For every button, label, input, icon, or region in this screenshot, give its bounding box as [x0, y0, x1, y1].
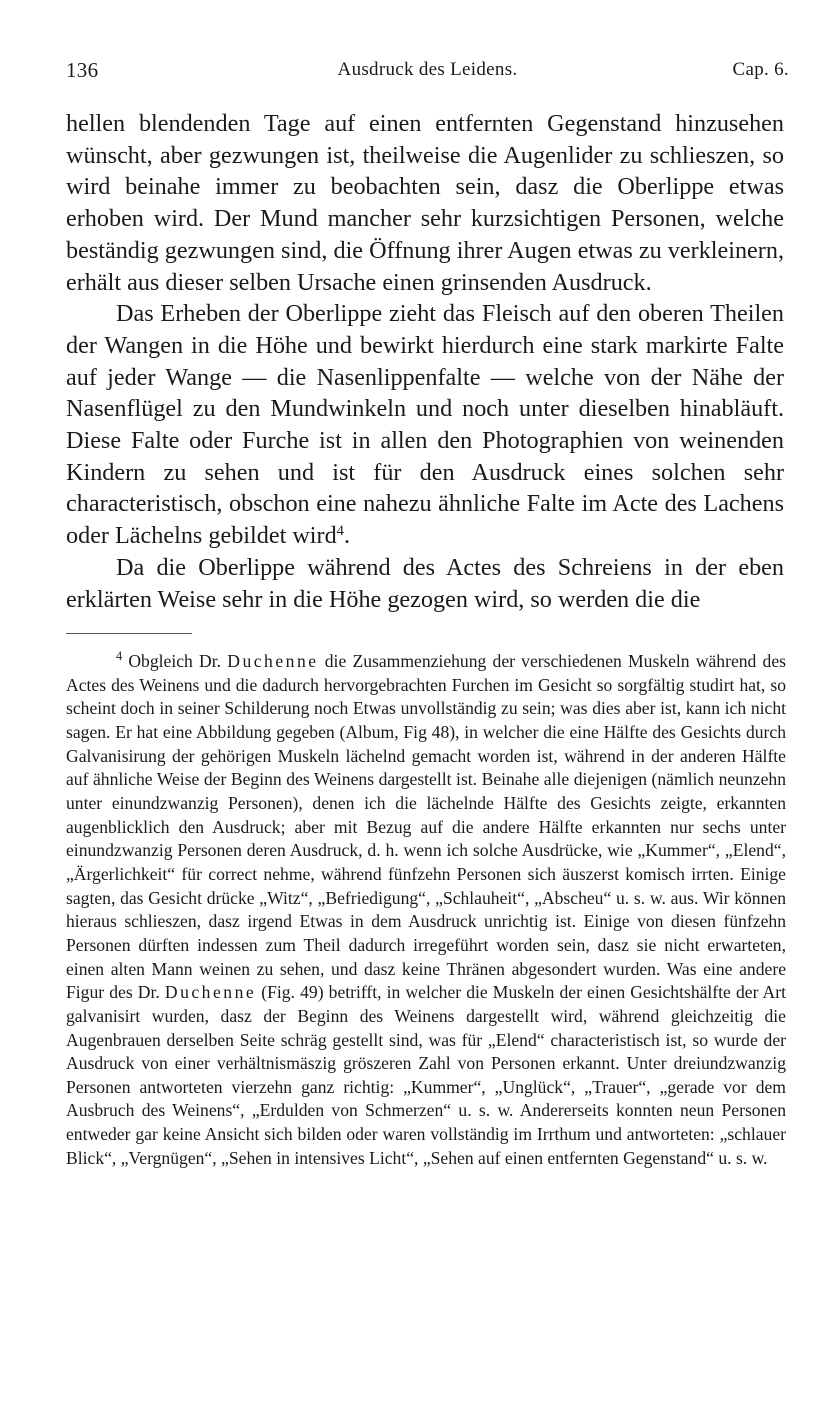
footnote-text-1: Obgleich Dr. — [122, 651, 228, 671]
chapter-label: Cap. 6. — [732, 59, 789, 80]
footnote-text-2: die Zusammenziehung der verschiedenen Muskeln während des Actes des Weinens und die dadurch hervorgebrachten Furchen im Gesicht so sorgfältig studirt hat, so scheint doch in seiner Schilderung noch Etwas unvollständig zu sein; was dies aber ist, kann ich nicht sagen. Er hat eine Abbildung gegeben (Album, Fig 48), in welcher die eine Hälfte des Gesichts durch Galvanisirung der gehörigen Muskeln lächelnd gemacht worden ist, während in der anderen Hälfte auf ähnliche Weise der Beginn des Weinens dargestellt ist. Beinahe alle diejenigen (nämlich neunzehn unter einundzwanzig Personen), denen ich die lächelnde Hälfte des Gesichts zeigte, erkannten augenblicklich den Ausdruck; aber mit Bezug auf die andere Hälfte erkannten nur sechs unter einundzwanzig Personen deren Ausdruck, d. h. wenn ich solche Ausdrücke, wie „Kummer“, „Elend“, „Ärgerlichkeit“ für correct nehme, während fünfzehn Personen sich äuszerst komisch irrten. Einige sagten, das Gesicht drücke „Witz“, „Befriedigung“, „Schlauheit“, „Abscheu“ u. s. w. aus. Wir können hieraus schlieszen, dasz irgend Etwas in dem Ausdruck unrichtig ist. Einige von diesen fünfzehn Personen dürften indessen zum Theil dadurch irregeführt worden sein, dasz sie nicht erwarteten, einen alten Mann weinen zu sehen, und dasz keine Thränen abgesondert wurden. Was eine andere Figur des Dr. — [66, 651, 786, 1003]
page-number: 136 — [66, 58, 99, 82]
footnote-4 — [66, 650, 786, 1170]
footnote-separator — [66, 633, 192, 634]
footnote-area — [66, 650, 786, 1170]
paragraph-text: Das Erheben der Oberlippe zieht das Fleisch auf den oberen Theilen der Wangen in die Höhe und bewirkt hierdurch eine stark markirte Falte auf jeder Wange — die Nasenlippenfalte — welche von der Nähe der Nasenflügel zu den Mundwinkeln und noch unter dieselben hinabläuft. Diese Falte oder Furche ist in allen den Photographien von weinenden Kindern zu sehen und ist für den Ausdruck eines solchen sehr characteristisch, obschon eine nahezu ähnliche Falte im Acte des Lachens oder Lächelns gebildet wird — [66, 300, 784, 550]
paragraph-upper-lip: Da die Oberlippe während des Actes des Schreiens in der eben erklärten Weise sehr in die Höhe gezogen wird, so werden die die — [66, 553, 784, 613]
running-header — [66, 58, 789, 86]
author-name: Duchenne — [227, 651, 319, 671]
running-title: Ausdruck des Leidens. — [337, 59, 518, 80]
paragraph-continued: hellen blendenden Tage auf einen entfernten Gegenstand hinzusehen wünscht, aber gezwungen ist, theilweise die Augenlider zu schlieszen, so wird beinahe immer zu beobachten sein, dasz die Oberlippe etwas erhoben wird. Der Mund mancher sehr kurzsichtigen Personen, welche beständig gezwungen sind, die Öffnung ihrer Augen etwas zu verkleinern, erhält aus dieser selben Ursache einen grinsenden Ausdruck. — [66, 110, 784, 296]
footnote-reference: 4 — [336, 523, 344, 540]
paragraph-nasolabial-fold — [66, 298, 784, 552]
paragraph-period: . — [343, 522, 350, 550]
footnote-text-3: (Fig. 49) betrifft, in welcher die Muskeln der einen Gesichtshälfte der Art galvanisirt wurden, dasz der Beginn des Weinens dargestellt wird, während gleichzeitig die Augenbrauen derselben Seite schräg gestellt sind, was für „Elend“ characteristisch ist, so wurde der Ausdruck von einer verhältnismäszig gröszeren Zahl von Personen erkannt. Unter dreiundzwanzig Personen antworteten vierzehn ganz richtig: „Kummer“, „Unglück“, „Trauer“, „gerade vor dem Ausbruch des Weinens“, „Erdulden von Schmerzen“ u. s. w. Andererseits konnten neun Personen entweder gar keine Ansicht sich bilden oder waren vollständig im Irrthum und antworteten: „schlauer Blick“, „Vergnügen“, „Sehen in intensives Licht“, „Sehen auf einen entfernten Gegenstand“ u. s. w. — [66, 982, 786, 1168]
footnote-marker: 4 — [116, 649, 123, 664]
main-text — [66, 108, 784, 615]
author-name: Duchenne — [164, 982, 257, 1003]
